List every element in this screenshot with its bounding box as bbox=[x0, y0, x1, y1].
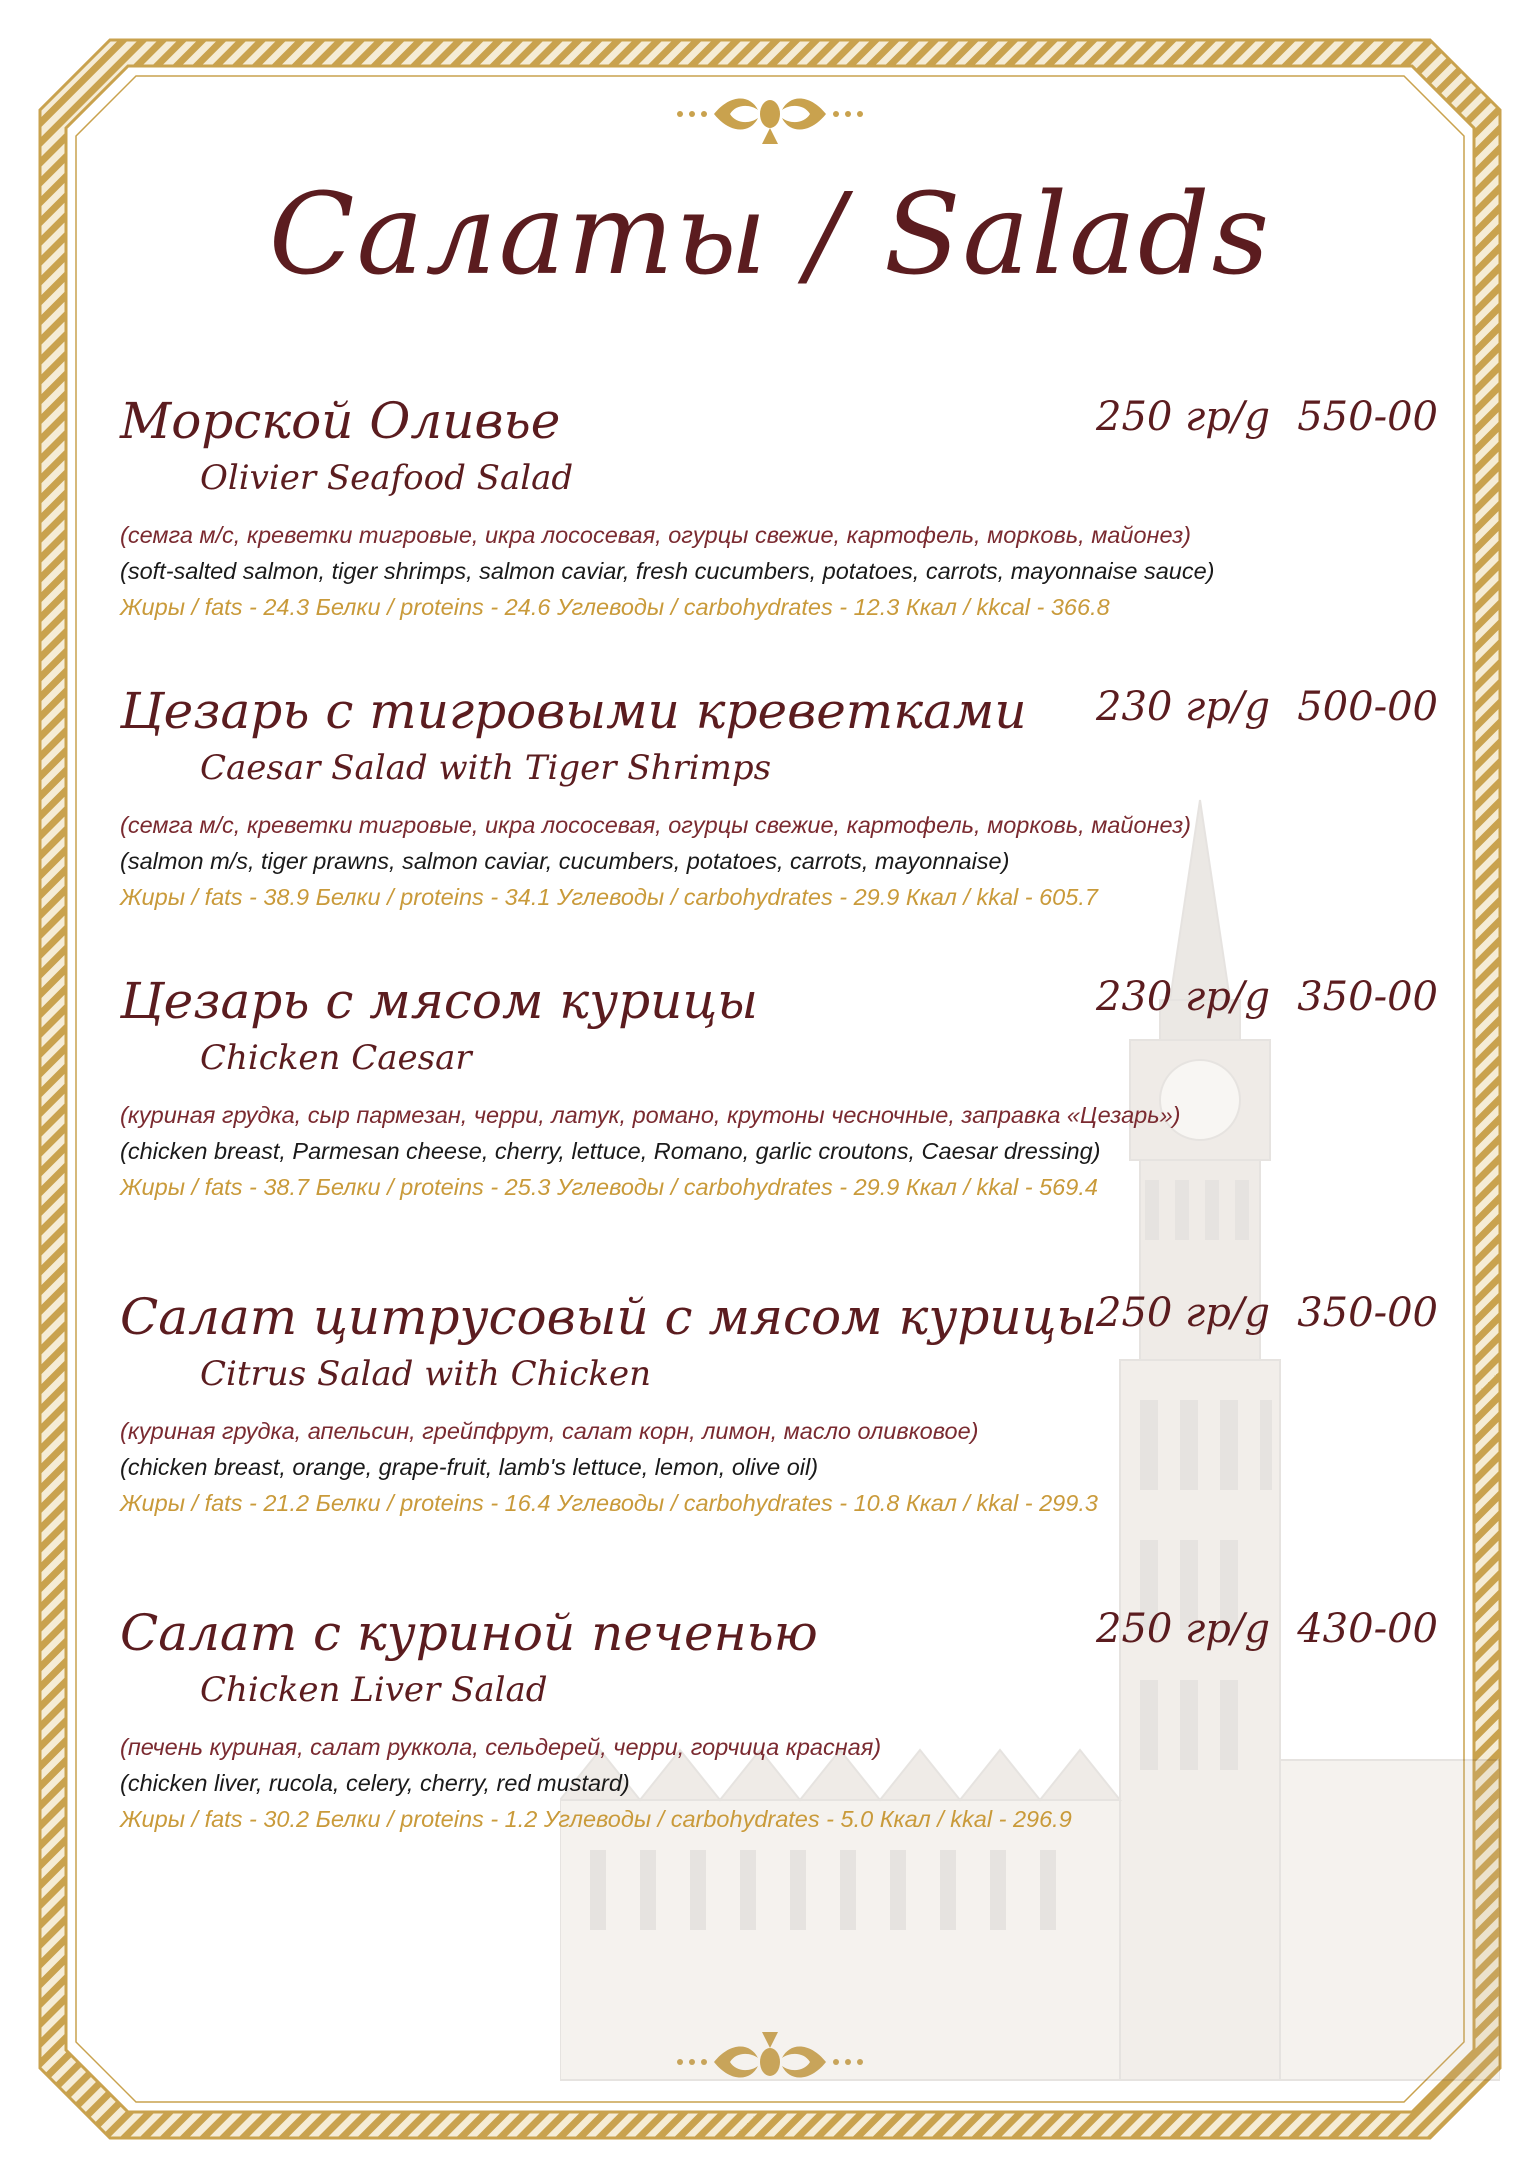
ingredients-ru: (куриная грудка, апельсин, грейпфрут, салат корн, лимон, масло оливковое) bbox=[120, 1418, 979, 1444]
item-price: 550-00 bbox=[1297, 394, 1438, 440]
item-weight: 250 гр/g bbox=[1096, 1290, 1270, 1336]
nutrition-info: Жиры / fats - 38.7 Белки / proteins - 25.3 Углеводы / carbohydrates - 29.9 Ккал / kkal - 569.4 bbox=[120, 1174, 1098, 1200]
ingredients-en: (chicken breast, Parmesan cheese, cherry, lettuce, Romano, garlic croutons, Caesar dressing) bbox=[120, 1138, 1101, 1164]
item-name-en: Chicken Caesar bbox=[200, 1038, 472, 1078]
item-weight: 230 гр/g bbox=[1096, 684, 1270, 730]
item-name-en: Citrus Salad with Chicken bbox=[200, 1354, 652, 1394]
item-name-ru: Цезарь с мясом курицы bbox=[120, 972, 758, 1030]
ingredients-en: (salmon m/s, tiger prawns, salmon caviar, cucumbers, potatoes, carrots, mayonnaise) bbox=[120, 848, 1010, 874]
ingredients-en: (chicken liver, rucola, celery, cherry, red mustard) bbox=[120, 1770, 630, 1796]
item-name-ru: Цезарь с тигровыми креветками bbox=[120, 682, 1027, 740]
item-weight: 250 гр/g bbox=[1096, 394, 1270, 440]
item-weight: 230 гр/g bbox=[1096, 974, 1270, 1020]
item-name-en: Caesar Salad with Tiger Shrimps bbox=[200, 748, 772, 788]
item-name-ru: Морской Оливье bbox=[120, 392, 561, 450]
ingredients-ru: (семга м/с, креветки тигровые, икра лососевая, огурцы свежие, картофель, морковь, майонез) bbox=[120, 812, 1191, 838]
item-price: 350-00 bbox=[1297, 1290, 1438, 1336]
item-name-ru: Салат цитрусовый с мясом курицы bbox=[120, 1288, 1098, 1346]
item-price: 350-00 bbox=[1297, 974, 1438, 1020]
item-price: 500-00 bbox=[1297, 684, 1438, 730]
top-ornament bbox=[670, 88, 870, 148]
page-title: Салаты / Salads bbox=[268, 170, 1272, 300]
ingredients-en: (chicken breast, orange, grape-fruit, lamb's lettuce, lemon, olive oil) bbox=[120, 1454, 819, 1480]
ingredients-en: (soft-salted salmon, tiger shrimps, salmon caviar, fresh cucumbers, potatoes, carrots, mayonnaise sauce) bbox=[120, 558, 1215, 584]
ingredients-ru: (печень куриная, салат руккола, сельдерей, черри, горчица красная) bbox=[120, 1734, 882, 1760]
item-weight: 250 гр/g bbox=[1096, 1606, 1270, 1652]
nutrition-info: Жиры / fats - 21.2 Белки / proteins - 16.4 Углеводы / carbohydrates - 10.8 Ккал / kkal - 299.3 bbox=[120, 1490, 1098, 1516]
item-price: 430-00 bbox=[1297, 1606, 1438, 1652]
item-name-ru: Салат с куриной печенью bbox=[120, 1604, 818, 1662]
item-name-en: Olivier Seafood Salad bbox=[200, 458, 574, 498]
nutrition-info: Жиры / fats - 38.9 Белки / proteins - 34.1 Углеводы / carbohydrates - 29.9 Ккал / kkal - 605.7 bbox=[120, 884, 1098, 910]
nutrition-info: Жиры / fats - 24.3 Белки / proteins - 24.6 Углеводы / carbohydrates - 12.3 Ккал / kkcal - 366.8 bbox=[120, 594, 1110, 620]
ingredients-ru: (куриная грудка, сыр пармезан, черри, латук, романо, крутоны чесночные, заправка «Цезарь») bbox=[120, 1102, 1181, 1128]
nutrition-info: Жиры / fats - 30.2 Белки / proteins - 1.2 Углеводы / carbohydrates - 5.0 Ккал / kkal - 296.9 bbox=[120, 1806, 1072, 1832]
item-name-en: Chicken Liver Salad bbox=[200, 1670, 548, 1710]
ingredients-ru: (семга м/с, креветки тигровые, икра лососевая, огурцы свежие, картофель, морковь, майонез) bbox=[120, 522, 1191, 548]
